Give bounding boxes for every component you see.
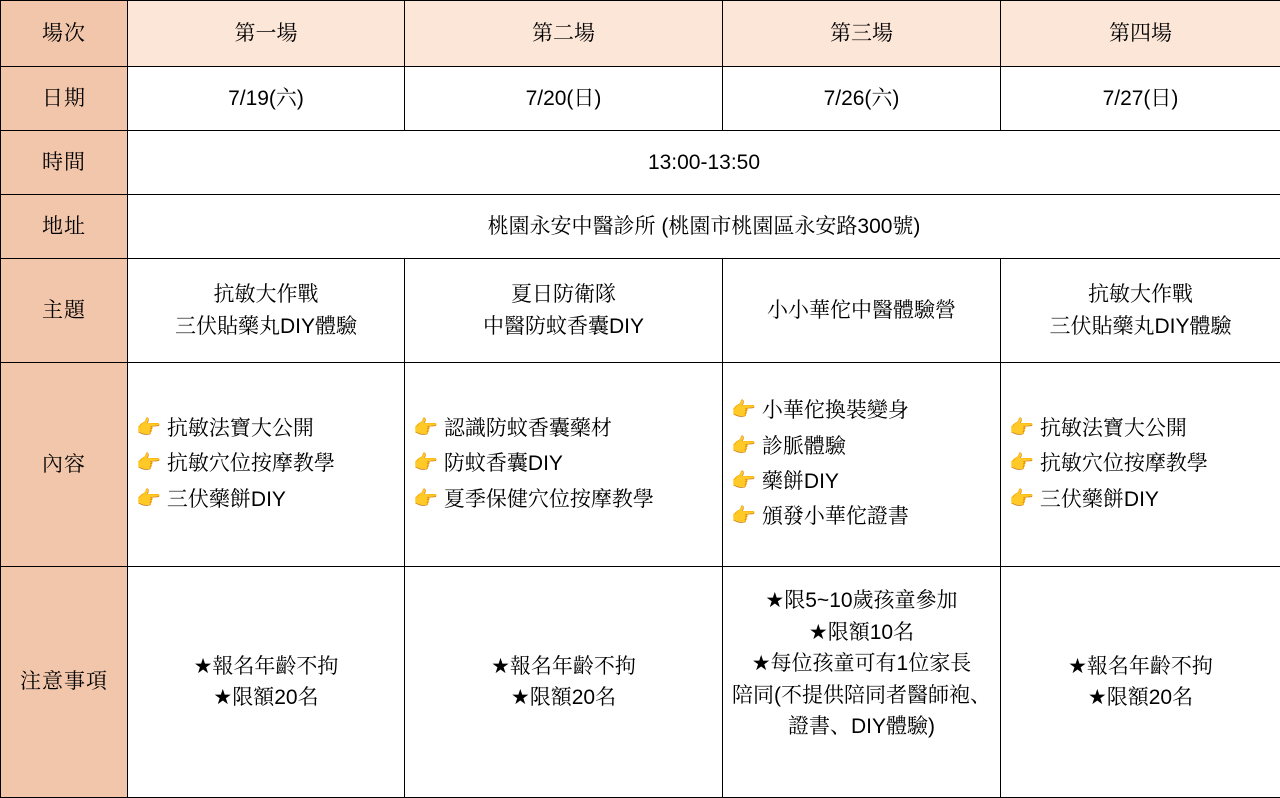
table-row-topic	[1, 259, 1280, 363]
content-list	[731, 396, 992, 533]
pointing-hand-icon: 👉	[413, 414, 438, 443]
table-row-date	[1, 67, 1280, 131]
table-row-content	[1, 363, 1280, 567]
list-item-label: 防蚊香囊DIY	[444, 449, 563, 479]
content-list	[413, 414, 714, 515]
date-cell-3: 7/26(六)	[723, 67, 1001, 131]
pointing-hand-icon: 👉	[136, 485, 161, 514]
row-label-date: 日期	[1, 67, 128, 131]
notes-cell-1	[128, 567, 405, 798]
list-item-label: 夏季保健穴位按摩教學	[444, 485, 654, 515]
content-cell-4	[1001, 363, 1280, 567]
pointing-hand-icon: 👉	[136, 449, 161, 478]
topic-line-2: 中醫防蚊香囊DIY	[413, 311, 714, 343]
pointing-hand-icon: 👉	[731, 396, 756, 425]
topic-line-1: 小小華佗中醫體驗營	[731, 295, 992, 327]
address-cell: 桃園永安中醫診所 (桃園市桃園區永安路300號)	[128, 195, 1280, 259]
table-row-session	[1, 1, 1280, 67]
list-item-label: 抗敏法寶大公開	[167, 414, 314, 444]
notes-line: ★限額10名	[731, 617, 992, 649]
notes-line: ★報名年齡不拘	[413, 651, 714, 683]
topic-line-1: 抗敏大作戰	[1009, 279, 1272, 311]
time-cell: 13:00-13:50	[128, 131, 1280, 195]
list-item	[413, 485, 714, 515]
topic-cell-1	[128, 259, 405, 363]
list-item	[413, 449, 714, 479]
list-item	[1009, 485, 1272, 515]
pointing-hand-icon: 👉	[1009, 449, 1034, 478]
pointing-hand-icon: 👉	[731, 467, 756, 496]
notes-line: ★限5~10歲孩童參加	[731, 585, 992, 617]
notes-line: ★限額20名	[413, 682, 714, 714]
content-cell-2	[405, 363, 723, 567]
content-list	[1009, 414, 1272, 515]
session-header-2: 第二場	[405, 1, 723, 67]
notes-cell-4	[1001, 567, 1280, 798]
list-item-label: 認識防蚊香囊藥材	[444, 414, 612, 444]
list-item-label: 抗敏法寶大公開	[1040, 414, 1187, 444]
pointing-hand-icon: 👉	[136, 414, 161, 443]
session-header-3: 第三場	[723, 1, 1001, 67]
topic-line-1: 夏日防衛隊	[413, 279, 714, 311]
topic-line-1: 抗敏大作戰	[136, 279, 396, 311]
date-cell-2: 7/20(日)	[405, 67, 723, 131]
list-item	[1009, 449, 1272, 479]
pointing-hand-icon: 👉	[731, 432, 756, 461]
list-item	[136, 449, 396, 479]
date-cell-4: 7/27(日)	[1001, 67, 1280, 131]
list-item	[731, 467, 992, 497]
pointing-hand-icon: 👉	[1009, 414, 1034, 443]
row-label-address: 地址	[1, 195, 128, 259]
table-row-address	[1, 195, 1280, 259]
row-label-time: 時間	[1, 131, 128, 195]
pointing-hand-icon: 👉	[413, 449, 438, 478]
notes-line: ★報名年齡不拘	[136, 651, 396, 683]
list-item-label: 三伏藥餅DIY	[167, 485, 286, 515]
content-cell-1	[128, 363, 405, 567]
content-list	[136, 414, 396, 515]
row-label-topic: 主題	[1, 259, 128, 363]
session-header-1: 第一場	[128, 1, 405, 67]
content-cell-3	[723, 363, 1001, 567]
pointing-hand-icon: 👉	[1009, 485, 1034, 514]
list-item	[413, 414, 714, 444]
list-item-label: 藥餅DIY	[762, 467, 839, 497]
list-item-label: 抗敏穴位按摩教學	[167, 449, 335, 479]
topic-cell-3	[723, 259, 1001, 363]
notes-line: 證書、DIY體驗)	[731, 711, 992, 743]
table-row-notes	[1, 567, 1280, 798]
list-item-label: 頒發小華佗證書	[762, 502, 909, 532]
list-item	[731, 432, 992, 462]
notes-line: ★報名年齡不拘	[1009, 651, 1272, 683]
row-label-notes: 注意事項	[1, 567, 128, 798]
list-item	[136, 485, 396, 515]
list-item-label: 小華佗換裝變身	[762, 396, 909, 426]
list-item	[731, 502, 992, 532]
notes-line: ★限額20名	[1009, 682, 1272, 714]
topic-line-2: 三伏貼藥丸DIY體驗	[1009, 311, 1272, 343]
notes-cell-2	[405, 567, 723, 798]
list-item-label: 抗敏穴位按摩教學	[1040, 449, 1208, 479]
table-row-time	[1, 131, 1280, 195]
topic-cell-4	[1001, 259, 1280, 363]
list-item-label: 三伏藥餅DIY	[1040, 485, 1159, 515]
row-label-session: 場次	[1, 1, 128, 67]
topic-line-2: 三伏貼藥丸DIY體驗	[136, 311, 396, 343]
notes-cell-3	[723, 567, 1001, 798]
list-item	[136, 414, 396, 444]
row-label-content: 內容	[1, 363, 128, 567]
topic-cell-2	[405, 259, 723, 363]
session-header-4: 第四場	[1001, 1, 1280, 67]
date-cell-1: 7/19(六)	[128, 67, 405, 131]
list-item	[731, 396, 992, 426]
pointing-hand-icon: 👉	[413, 485, 438, 514]
pointing-hand-icon: 👉	[731, 502, 756, 531]
list-item	[1009, 414, 1272, 444]
list-item-label: 診脈體驗	[762, 432, 846, 462]
notes-line: ★限額20名	[136, 682, 396, 714]
notes-line: ★每位孩童可有1位家長	[731, 648, 992, 680]
notes-line: 陪同(不提供陪同者醫師袍、	[731, 680, 992, 712]
